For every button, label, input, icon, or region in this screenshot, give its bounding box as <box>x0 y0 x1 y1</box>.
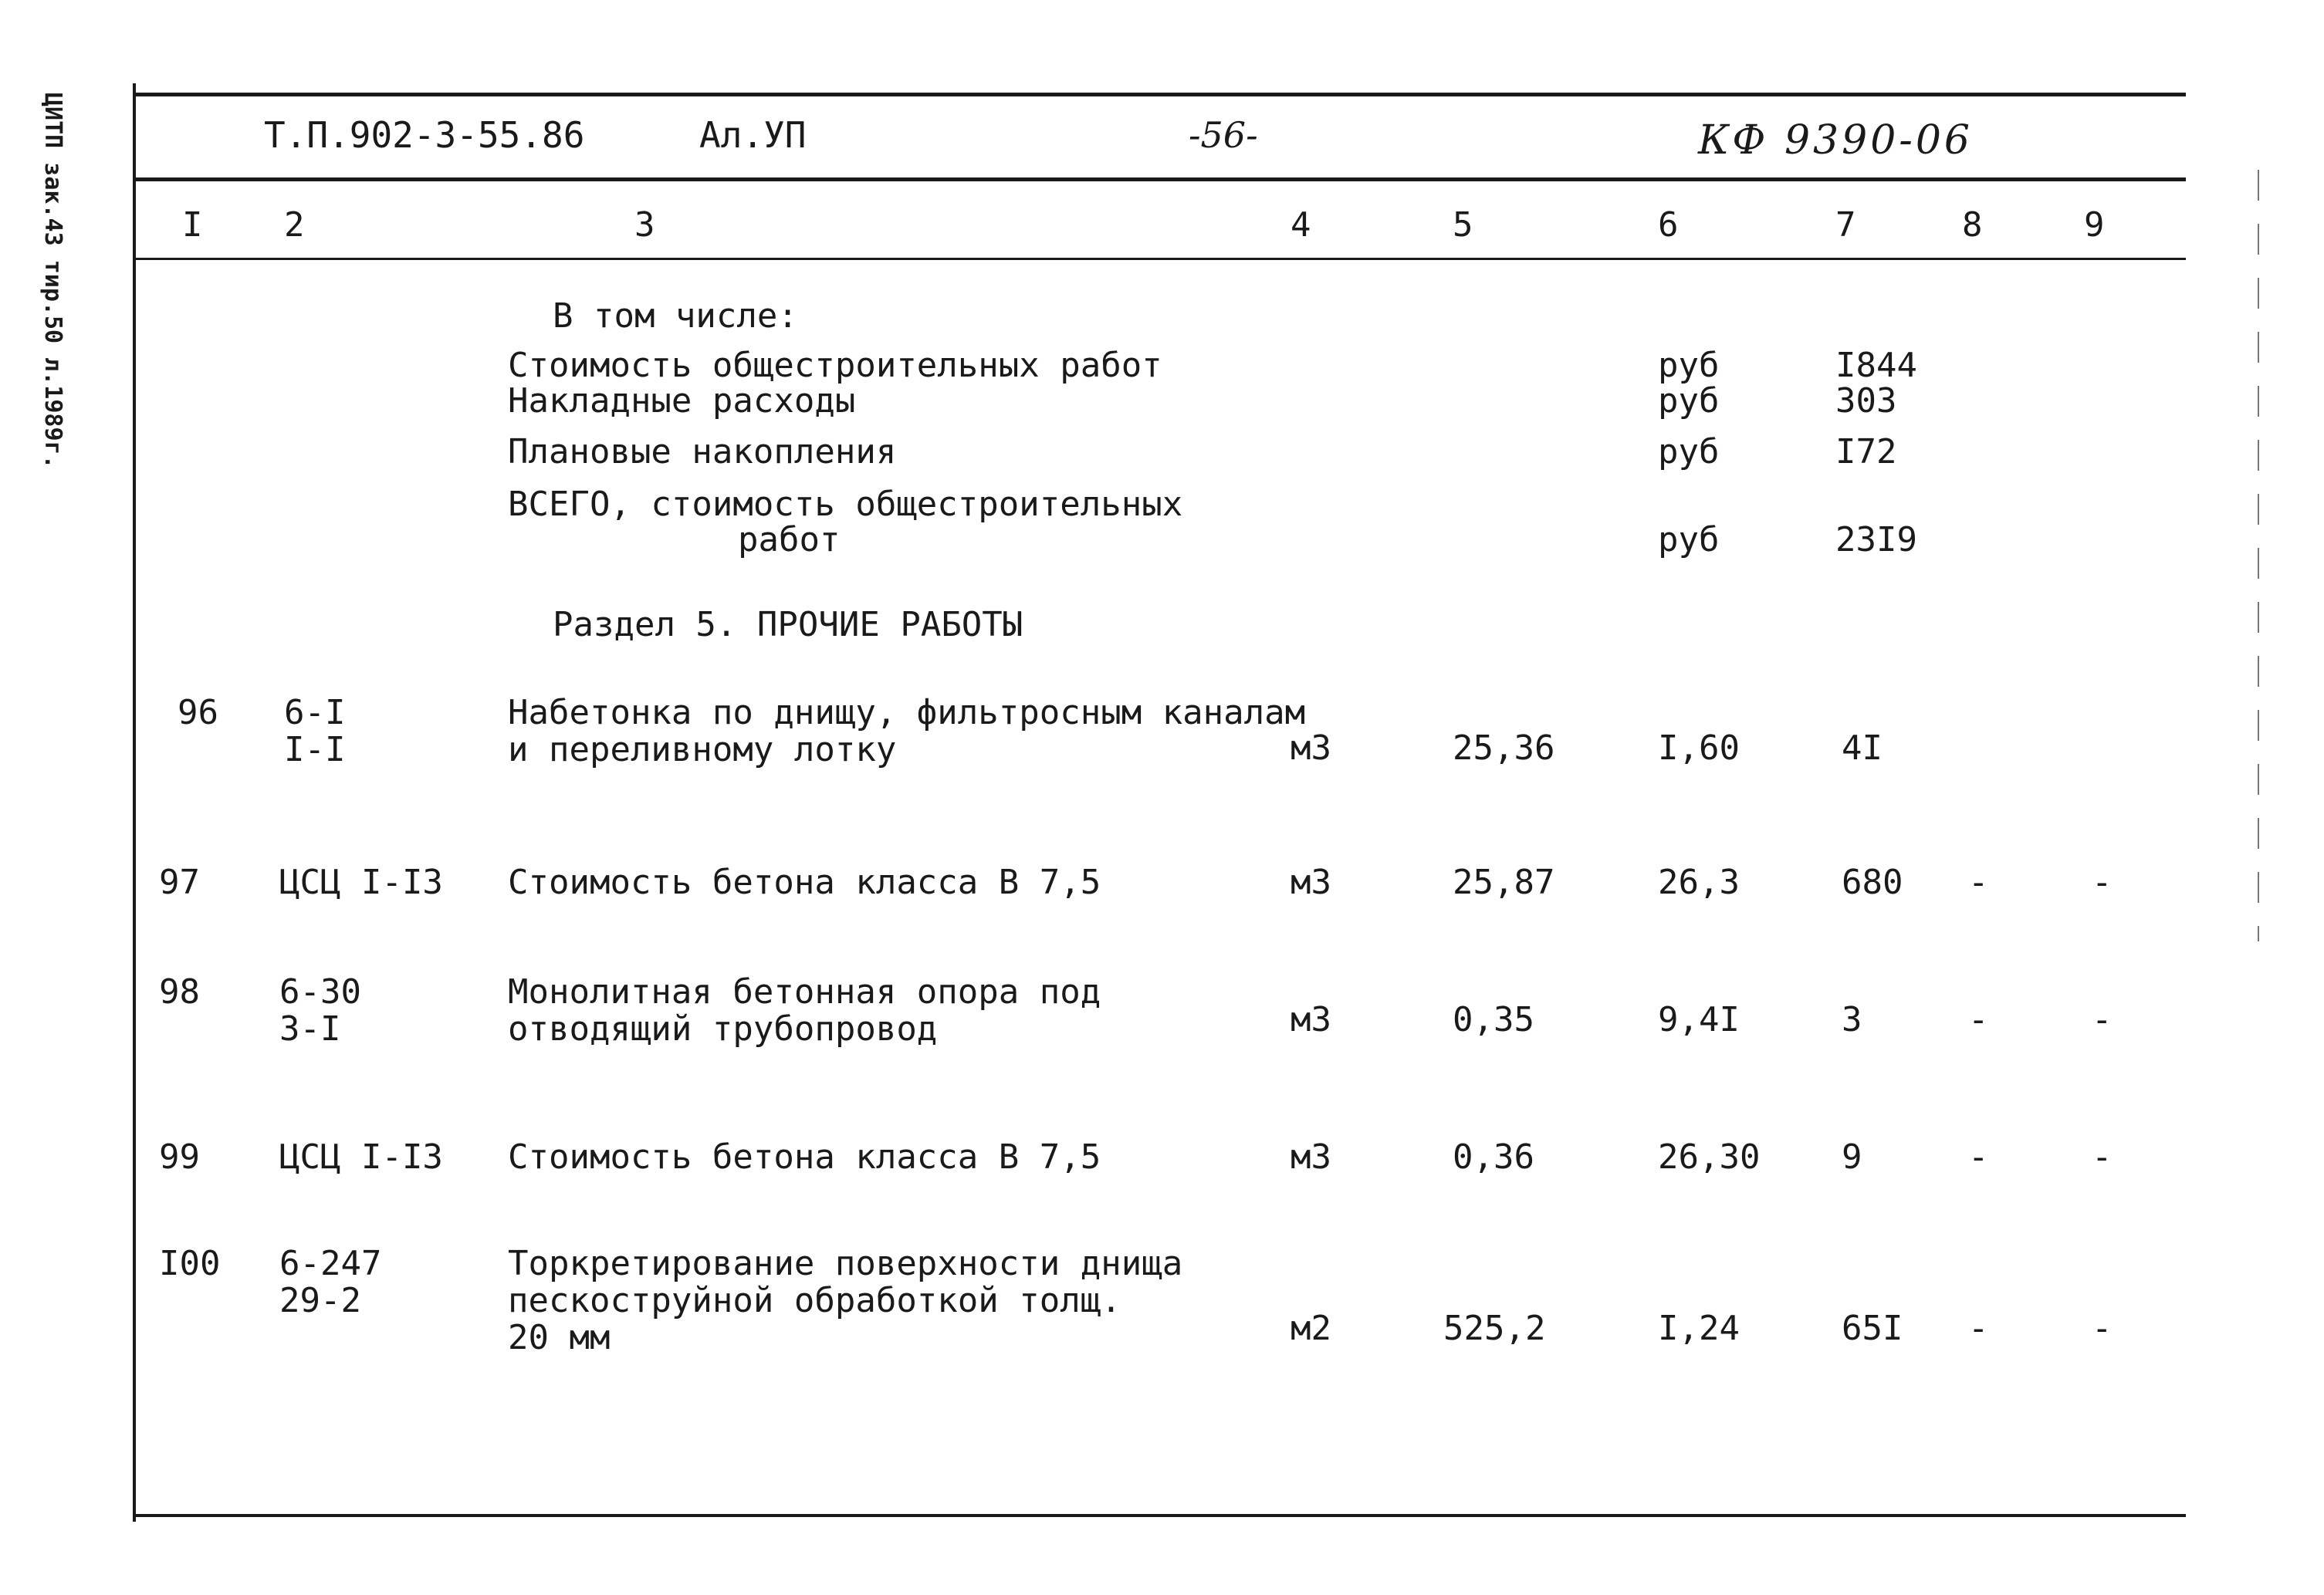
row-col8: - <box>1968 1137 1989 1177</box>
project-number: Т.П.902-3-55.86 <box>264 114 585 156</box>
document-code: КФ 9390-06 <box>1698 117 1974 164</box>
row-code: 6-I I-I <box>284 693 346 769</box>
row-quantity: 525,2 <box>1443 1309 1546 1348</box>
summary-total-value: 23I9 <box>1835 520 1917 559</box>
summary-row-name: Плановые накопления <box>508 432 897 471</box>
page-number: -56- <box>1189 114 1258 156</box>
row-description: Стоимость бетона класса В 7,5 <box>508 1137 1101 1177</box>
row-total: 65I <box>1842 1309 1903 1348</box>
row-col8: - <box>1968 863 1989 902</box>
margin-stamp: ЦИТП зак.43 тир.50 л.1989г. <box>39 93 66 469</box>
row-price: I,24 <box>1658 1309 1740 1348</box>
row-price: 26,3 <box>1658 863 1740 902</box>
row-col8: - <box>1968 1000 1989 1039</box>
row-code: ЦСЦ I-I3 <box>279 863 443 902</box>
summary-row-value: I844 <box>1835 346 1917 385</box>
row-number: 99 <box>159 1137 200 1177</box>
album-label: Ал.УП <box>699 114 807 156</box>
column-header-1: I <box>182 205 203 245</box>
summary-row-unit: руб <box>1658 432 1720 471</box>
row-quantity: 25,87 <box>1453 863 1555 902</box>
column-header-7: 7 <box>1835 205 1856 245</box>
summary-total-line2: работ <box>738 520 841 559</box>
summary-row-value: 303 <box>1835 381 1897 421</box>
row-code: ЦСЦ I-I3 <box>279 1137 443 1177</box>
frame-bottom-border <box>133 1514 2186 1517</box>
column-header-8: 8 <box>1962 205 1983 245</box>
column-header-5: 5 <box>1453 205 1473 245</box>
summary-intro: В том числе: <box>553 296 798 336</box>
summary-row-unit: руб <box>1658 346 1720 385</box>
row-col9: - <box>2092 1309 2113 1348</box>
row-quantity: 0,35 <box>1453 1000 1534 1039</box>
column-header-6: 6 <box>1658 205 1679 245</box>
summary-total-unit: руб <box>1658 520 1720 559</box>
row-quantity: 25,36 <box>1453 728 1555 768</box>
row-description: Стоимость бетона класса В 7,5 <box>508 863 1101 902</box>
summary-row-unit: руб <box>1658 381 1720 421</box>
right-margin-dashed-line <box>2258 170 2259 941</box>
row-total: 4I <box>1842 728 1883 768</box>
row-col9: - <box>2092 863 2113 902</box>
summary-row-name: Стоимость общестроительных работ <box>508 346 1162 385</box>
summary-total-line1: ВСЕГО, стоимость общестроительных <box>508 485 1183 524</box>
column-header-3: 3 <box>634 205 655 245</box>
row-col8: - <box>1968 1309 1989 1348</box>
row-unit: м3 <box>1291 1000 1331 1039</box>
row-total: 9 <box>1842 1137 1862 1177</box>
row-col9: - <box>2092 1000 2113 1039</box>
row-total: 680 <box>1842 863 1903 902</box>
row-unit: м3 <box>1291 1137 1331 1177</box>
row-unit: м2 <box>1291 1309 1331 1348</box>
header-divider <box>133 177 2186 181</box>
row-unit: м3 <box>1291 728 1331 768</box>
summary-row-value: I72 <box>1835 432 1897 471</box>
row-price: 26,30 <box>1658 1137 1761 1177</box>
section-title: Раздел 5. ПРОЧИЕ РАБОТЫ <box>553 605 1023 644</box>
row-description: Набетонка по днищу, фильтросным каналам и переливному лотку <box>508 693 1306 769</box>
row-col9: - <box>2092 1137 2113 1177</box>
row-code: 6-30 3-I <box>279 972 361 1049</box>
row-number: 98 <box>159 972 200 1012</box>
frame-top-border <box>133 93 2186 96</box>
row-unit: м3 <box>1291 863 1331 902</box>
row-quantity: 0,36 <box>1453 1137 1534 1177</box>
row-price: I,60 <box>1658 728 1740 768</box>
column-header-4: 4 <box>1291 205 1311 245</box>
row-number: 96 <box>178 693 218 732</box>
summary-row-name: Накладные расходы <box>508 381 856 421</box>
row-code: 6-247 29-2 <box>279 1244 382 1320</box>
row-total: 3 <box>1842 1000 1862 1039</box>
row-number: 97 <box>159 863 200 902</box>
frame-left-border <box>133 83 136 1522</box>
column-header-divider <box>133 258 2186 260</box>
row-description: Торкретирование поверхности днища пескоструйной обработкой толщ. 20 мм <box>508 1244 1183 1357</box>
row-number: I00 <box>159 1244 221 1283</box>
row-description: Монолитная бетонная опора под отводящий трубопровод <box>508 972 1101 1049</box>
row-price: 9,4I <box>1658 1000 1740 1039</box>
column-header-9: 9 <box>2084 205 2105 245</box>
column-header-2: 2 <box>284 205 305 245</box>
